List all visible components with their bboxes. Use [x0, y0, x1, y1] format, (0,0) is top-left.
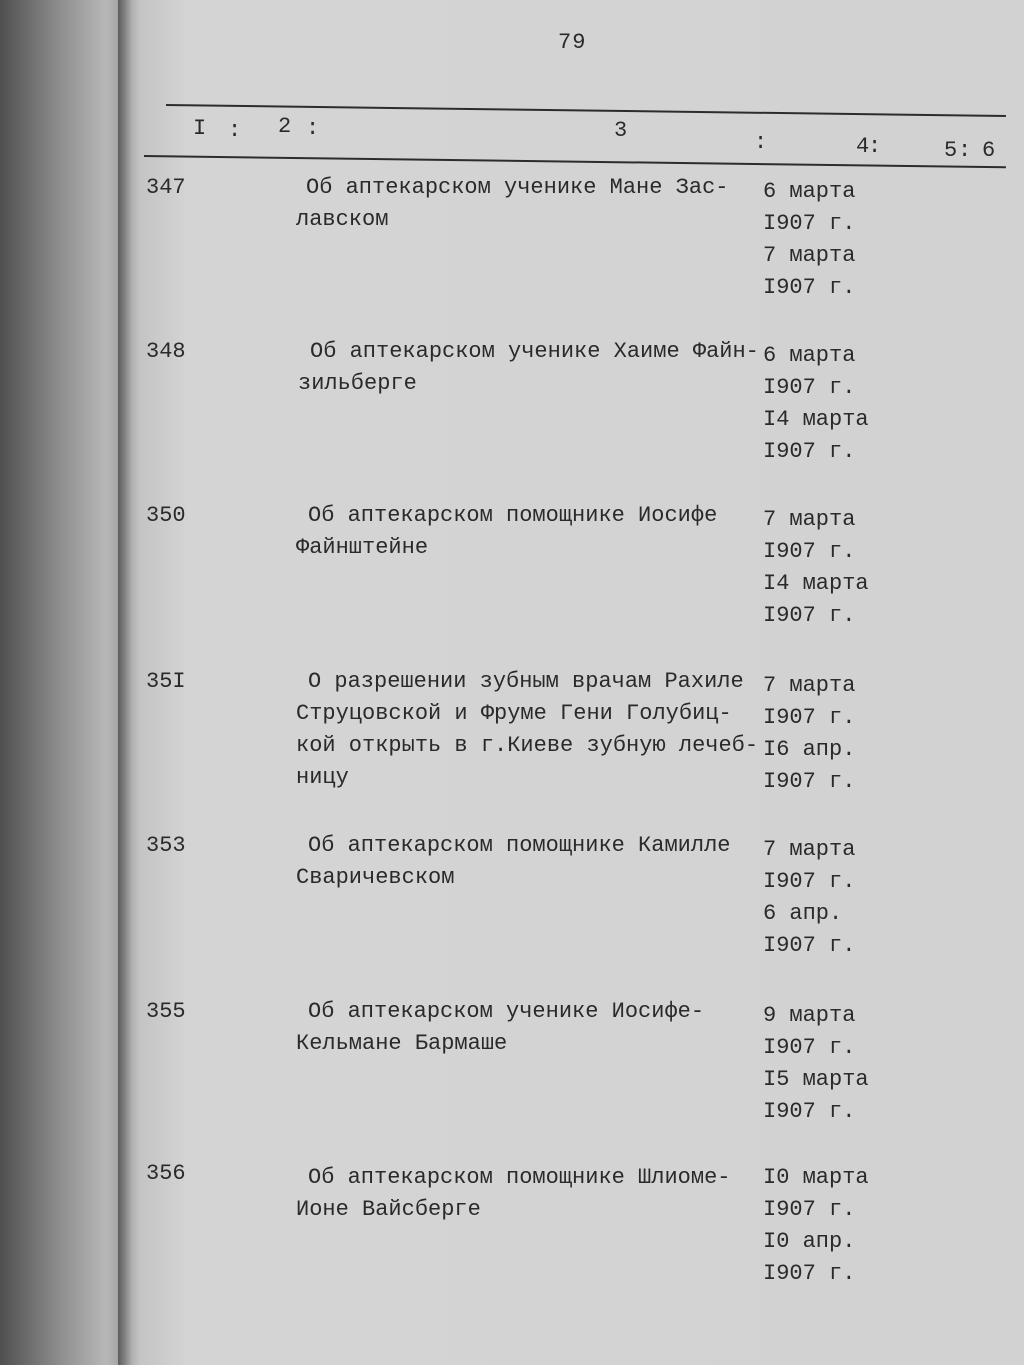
header-separator: :: [868, 134, 882, 159]
entry-title: [296, 996, 768, 1060]
entry-date-line: 9 марта: [763, 1003, 856, 1028]
entry-date-line: I907 г.: [763, 869, 856, 894]
entry-date-line: I4 марта: [763, 407, 869, 432]
page-number: 79: [558, 30, 587, 55]
header-col-4: 4: [856, 134, 870, 159]
header-col-5: 5: [944, 138, 958, 163]
entry-date-line: 7 марта: [763, 837, 856, 862]
entry-dates: [763, 834, 883, 962]
entry-title: [296, 172, 766, 236]
entry-title: [296, 666, 768, 794]
entry-date-line: I907 г.: [763, 1261, 856, 1286]
facing-page-edge: [0, 0, 125, 1365]
entry-title: [298, 336, 770, 400]
entry-title-line: зильберге: [298, 371, 417, 396]
entry-title: [296, 500, 768, 564]
entry-number: 355: [146, 999, 186, 1024]
entry-title-line: Об аптекарском помощнике Шлиоме-: [308, 1165, 731, 1190]
header-col-6: 6: [982, 138, 996, 163]
header-col-2: 2: [278, 114, 292, 139]
entry-date-line: I0 апр.: [763, 1229, 856, 1254]
entry-title: [296, 830, 768, 894]
entry-title-line: лавском: [296, 207, 389, 232]
entry-date-line: I0 марта: [763, 1165, 869, 1190]
entry-date-line: 6 апр.: [763, 901, 843, 926]
entry-number: 356: [146, 1161, 186, 1186]
entry-title-line: Файнштейне: [296, 535, 429, 560]
entry-title-line: Об аптекарском ученике Мане Зас-: [306, 175, 729, 200]
entry-title-line: Об аптекарском ученике Иосифе-: [308, 999, 705, 1024]
entry-date-line: 6 марта: [763, 179, 856, 204]
entry-dates: [763, 670, 883, 798]
entry-title-line: Ионе Вайсберге: [296, 1197, 481, 1222]
entry-date-line: I907 г.: [763, 769, 856, 794]
entry-date-line: I6 апр.: [763, 737, 856, 762]
entry-title-line: кой открыть в г.Киеве зубную лечеб-: [296, 733, 759, 758]
header-col-3: 3: [614, 118, 628, 143]
entry-date-line: I5 марта: [763, 1067, 869, 1092]
entry-date-line: I907 г.: [763, 539, 856, 564]
entry-date-line: 6 марта: [763, 343, 856, 368]
entry-date-line: I907 г.: [763, 1035, 856, 1060]
binding-shadow: [118, 0, 132, 1365]
entry-dates: [763, 1162, 883, 1290]
header-separator: :: [958, 138, 972, 163]
entry-date-line: I907 г.: [763, 1197, 856, 1222]
entry-title-line: Кельмане Бармаше: [296, 1031, 508, 1056]
entry-date-line: I907 г.: [763, 275, 856, 300]
entry-number: 350: [146, 503, 186, 528]
entry-title-line: Об аптекарском помощнике Иосифе: [308, 503, 718, 528]
entry-title-line: О разрешении зубным врачам Рахиле: [308, 669, 744, 694]
entry-number: 35I: [146, 669, 186, 694]
entry-date-line: I907 г.: [763, 1099, 856, 1124]
entry-title-line: ницу: [296, 765, 349, 790]
entry-date-line: I907 г.: [763, 439, 856, 464]
entry-number: 347: [146, 175, 186, 200]
header-separator: :: [228, 118, 242, 143]
header-separator: :: [754, 130, 768, 155]
entry-title-line: Об аптекарском помощнике Камилле: [308, 833, 731, 858]
entry-date-line: I907 г.: [763, 603, 856, 628]
header-col-1: I: [193, 116, 207, 141]
entry-date-line: I907 г.: [763, 375, 856, 400]
entry-dates: [763, 1000, 883, 1128]
document-page: [118, 0, 1024, 1365]
entry-date-line: 7 марта: [763, 243, 856, 268]
entry-title-line: Об аптекарском ученике Хаиме Файн-: [310, 339, 759, 364]
entry-title: [296, 1162, 768, 1226]
entry-date-line: 7 марта: [763, 673, 856, 698]
entry-dates: [763, 504, 883, 632]
entry-number: 353: [146, 833, 186, 858]
header-separator: :: [306, 116, 320, 141]
entry-dates: [763, 340, 883, 468]
entry-title-line: Струцовской и Фруме Гени Голубиц-: [296, 701, 732, 726]
entry-date-line: 7 марта: [763, 507, 856, 532]
entry-number: 348: [146, 339, 186, 364]
entry-date-line: I4 марта: [763, 571, 869, 596]
entry-date-line: I907 г.: [763, 705, 856, 730]
entry-title-line: Сваричевском: [296, 865, 455, 890]
table-header: [118, 112, 1024, 163]
entry-date-line: I907 г.: [763, 933, 856, 958]
entry-dates: [763, 176, 883, 304]
entry-date-line: I907 г.: [763, 211, 856, 236]
